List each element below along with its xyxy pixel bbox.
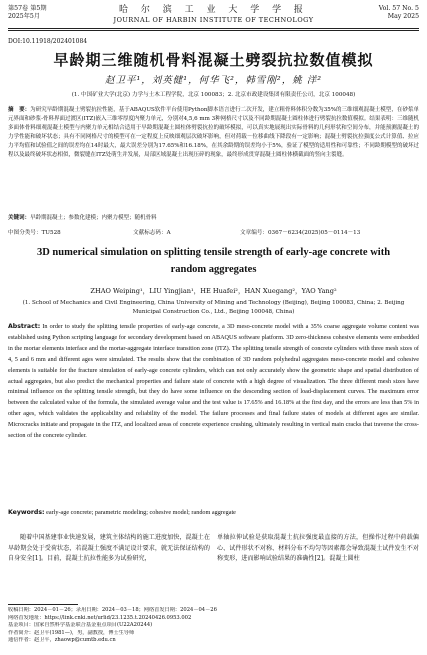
header-rule-top xyxy=(8,28,419,29)
header-right xyxy=(379,5,419,21)
abstract-en-label: Abstract: xyxy=(8,323,41,330)
footnote-funding: 基金项目：国家自然科学基金联合基金重点项目(U22A20244) xyxy=(8,622,153,629)
header-rule-bottom xyxy=(8,30,419,31)
title-en-text: 3D numerical simulation on splitting tensile strength of early-age concrete with random aggregates xyxy=(36,247,391,275)
journal-name-cn: 哈 尔 滨 工 业 大 学 学 报 xyxy=(119,5,308,15)
keywords-en-label: Keywords: xyxy=(8,509,45,516)
body-column-left: 随着中国基建事业快速发展，建筑主体结构的施工进度加快，混凝土在早龄期会处于受荷状态，若混凝土强度不满足设计要求，就无法保证结构的自身安全[1]。目前，混凝土抗拉性能多为试验研究， xyxy=(8,534,210,563)
clc-number: 中图分类号：TU528 xyxy=(8,230,61,236)
article-number: 文章编号：0367－6234(2025)05－0114－13 xyxy=(240,230,361,236)
authors-cn: 赵卫平¹，刘英健¹，何华飞²，韩雪刚²，姚 洋² xyxy=(104,75,323,86)
abstract-cn xyxy=(8,106,419,160)
abstract-cn-label: 摘 要： xyxy=(8,107,31,113)
classification-row xyxy=(8,228,419,237)
footnotes xyxy=(8,607,419,645)
footnote-corresponding: 通信作者：赵卫平，zhaowp@cumtb.edu.cn xyxy=(8,637,116,644)
date-cn: 2025年5月 xyxy=(8,13,41,20)
volume-issue-en: Vol. 57 No. 5 xyxy=(378,5,419,12)
footnote-received: 收稿日期：2024－01－26；录用日期：2024－03－18；网络首发日期：2024－04－26 xyxy=(8,607,217,613)
keywords-cn xyxy=(8,214,419,223)
keywords-en xyxy=(8,508,419,519)
footnote-online-url: 网络首发地址：https://link.cnki.net/urlid/23.1235.t.20240426.0953.002 xyxy=(8,614,192,621)
authors-en: ZHAO Weiping¹，LIU Yingjian¹，HE Huafei²，HAN Xuegang²，YAO Yang² xyxy=(90,287,337,295)
footnote-author-bio: 作者简介：赵卫平(1981—)，男，副教授，博士生导师 xyxy=(8,629,135,636)
doi: DOI:10.11918/202401084 xyxy=(8,38,88,45)
running-header xyxy=(8,5,419,27)
abstract-en-text: In order to study the splitting tensile properties of early-age concrete, a 3D meso-concrete model with a 35% coarse aggregate volume content was established using Python scripting language for secondary development based on ABAQUS software platform. 3D zero-thickness cohesive elements were embedded in the mortar elements interface and the mortar-aggregate interface transition zone (ITZ). The splitting tensile strength of concrete cylinders with three mesh sizes of 4, 5 and 6 mm and different ages were simulated. The results show that the combination of 3D random polyhedral aggregates meso-concrete model and cohesive elements is suitable for the fracture simulation of early-age concrete cylinders, which can not only accurately show the geometric shape and spatial distribution of actual aggregates, but also predict the mechanical properties and failure state of concrete with a high degree of visualization. The three different mesh sizes have minimal influence on the splitting tensile strength, but they do have some influence on the descending section of load-displacement curves. The maximum error between the calculated value of the formula, the simulated average value and the test value is 17.65% and 16.18% at the first day, and the errors are less than 5% in other ages, which validates the applicability and reliability of the model. The failure processes and final failure states of models at different ages are similar. Microcracks initiate and propagate in the ITZ, and localized areas of concrete experience crushing, ultimately resulting in vertical main cracks that traverse the cross-section of the concrete cylinder. xyxy=(8,323,420,440)
header-center xyxy=(8,5,419,25)
date-en: May 2025 xyxy=(387,13,419,20)
journal-name-en: JOURNAL OF HARBIN INSTITUTE OF TECHNOLOGY xyxy=(113,16,314,24)
keywords-cn-text: 早龄期混凝土；参数化建模；内聚力模型；随机骨料 xyxy=(30,215,157,221)
affiliation-en: (1. School of Mechanics and Civil Engineering, China University of Mining and Technology (Beijing), Beijing 100083, China; 2. Beijing Municipal Construction Co., Ltd., Beijing 100048, China) xyxy=(22,300,405,315)
document-code: 文献标志码：A xyxy=(133,230,171,236)
affiliation-cn: (1. 中国矿业大学(北京) 力学与土木工程学院，北京 100083；2. 北京市政建设集团有限责任公司，北京 100048) xyxy=(71,92,356,98)
abstract-en xyxy=(8,322,419,442)
abstract-cn-text: 为研究早龄期混凝土劈裂抗拉性能，基于ABAQUS软件平台使用Python脚本语言进行二次开发，建立粗骨料体积分数为35%的三维细观混凝土模型，在砂浆单元界面和砂浆-骨料界面过渡区(ITZ)嵌入三维零厚度内聚力单元，分别对4,5,6 mm 3种网格尺寸以及不同龄期混凝土圆柱体进行劈裂抗拉数值模拟。结果表明：三维随机多面体骨料细观混凝土模型与内聚力单元相结合适用于早龄期混凝土圆柱体劈裂抗拉的破坏模拟，可以真实地展现出实际骨料的几何形状和空间分布，并能预测混凝土的力学性能和破坏状态；具有不同网格尺寸的模型可在一定程度上反映细观层次破坏影响，但对荷载－位移曲线下降段有一定影响；混凝土劈裂抗拉强度公式计算值、拉应力平均值和试验值之间的误差均在14时最大，最大误差分别为17.65%和16.18%，在其余龄期的误差均小于5%，验证了模型的适用性和可靠性；不同龄期模型的破坏过程以及最终破坏状态相似，微裂缝在ITZ处萌生并发展，局部区域混凝土出现压碎的现象，最终形成贯穿混凝土圆柱体横截面的竖向主裂缝。 xyxy=(8,107,419,158)
volume-issue-cn: 第57卷 第5期 xyxy=(8,5,47,12)
body-column-right: 单轴拉伸试验是获取混凝土抗拉强度最直接的方法，但操作过程中荷载偏心、试件形状不对称、材料分布不均匀等因素都会导致混凝土试件发生不对称变形，进而影响试验结果的准确性[2]。混凝土圆柱 xyxy=(217,534,419,563)
title-en xyxy=(0,244,427,278)
keywords-cn-label: 关键词： xyxy=(8,215,31,221)
footnote-rule xyxy=(8,604,78,605)
title-cn: 早龄期三维随机骨料混凝土劈裂抗拉数值模拟 xyxy=(53,51,374,69)
keywords-en-text: early-age concrete; parametric modeling; cohesive model; random aggregate xyxy=(46,509,236,516)
